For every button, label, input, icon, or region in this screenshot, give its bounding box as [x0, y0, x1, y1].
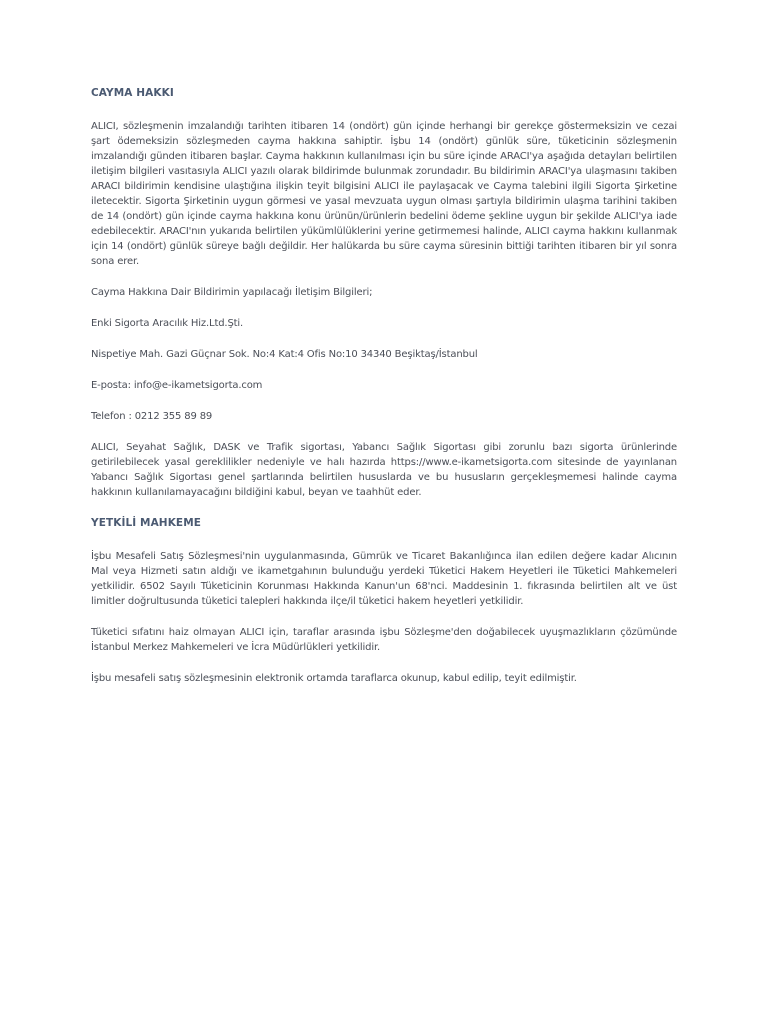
document-page: [91, 86, 677, 702]
email-text: E-posta: info@e-ikametsigorta.com: [91, 380, 263, 391]
section-heading-cayma-hakki: CAYMA HAKKI: [91, 87, 174, 99]
contact-intro-text: Cayma Hakkına Dair Bildirimin yapılacağı İletişim Bilgileri;: [91, 287, 373, 298]
section-heading-yetkili-mahkeme: YETKİLİ MAHKEME: [91, 517, 202, 529]
jurisdiction-paragraph-2: Tüketici sıfatını haiz olmayan ALICI için, taraflar arasında işbu Sözleşme'den doğabilecek uyuşmazlıkların çözümünde İstanbul Merkez Mahkemeleri ve İcra Müdürlükleri yetkilidir.: [91, 627, 677, 653]
company-name-text: Enki Sigorta Aracılık Hiz.Ltd.Şti.: [91, 318, 244, 329]
jurisdiction-paragraph-1: İşbu Mesafeli Satış Sözleşmesi'nin uygulanmasında, Gümrük ve Ticaret Bakanlığınca ilan edilen değere kadar Alıcının Mal veya Hizmeti satın aldığı ve ikametgahının bulunduğu yerdeki Tüketici Hakem Heyetleri ile Tüketici Mahkemeleri yetkilidir. 6502 Sayılı Tüketicinin Korunması Hakkında Kanun'un 68'nci. Maddesinin 1. fıkrasında belirtilen alt ve üst limitler doğrultusunda tüketici talepleri hakkında ilçe/il tüketici hakem heyetleri yetkilidir.: [91, 551, 677, 607]
phone-text: Telefon : 0212 355 89 89: [91, 411, 213, 422]
exception-paragraph: ALICI, Seyahat Sağlık, DASK ve Trafik sigortası, Yabancı Sağlık Sigortası gibi zorunlu bazı sigorta ürünlerinde getirilebilecek yasal gereklilikler nedeniyle ve halı hazırda https://www.e-ikametsigorta.com sitesinde de yayınlanan Yabancı Sağlık Sigortası genel şartlarında belirtilen hususlarda ve bu hususların gerçekleşmemesi halinde cayma hakkının kullanılamayacağını bildiğini kabul, beyan ve taahhüt eder.: [91, 442, 677, 498]
cayma-hakki-paragraph: ALICI, sözleşmenin imzalandığı tarihten itibaren 14 (ondört) gün içinde herhangi bir gerekçe göstermeksizin ve cezai şart ödemeksizin sözleşmeden cayma hakkına sahiptir. İşbu 14 (ondört) günlük süre, tüketicinin sözleşmenin imzalandığı günden itibaren başlar. Cayma hakkının kullanılması için bu süre içinde ARACI'ya aşağıda detayları belirtilen iletişim bilgileri vasıtasıyla ALICI yazılı olarak bildirimde bulunmak zorundadır. Bu bildirimin ARACI'ya ulaşmasını takiben ARACI bildirimin kendisine ulaştığına ilişkin teyit bilgisini ALICI ile paylaşacak ve Cayma talebini ilgili Sigorta Şirketine iletecektir. Sigorta Şirketinin uygun görmesi ve yasal mevzuata uygun olması şartıyla bildirimin ulaşma tarihini takiben de 14 (ondört) gün içinde cayma hakkına konu ürünün/ürünlerin bedelini ödeme şekline uygun bir şekilde ALICI'ya iade edebilecektir. ARACI'nın yukarıda belirtilen yükümlülüklerini yerine getirmemesi halinde, ALICI cayma hakkını kullanmak için 14 (ondört) günlük süreye bağlı değildir. Her halükarda bu süre cayma süresinin bittiği tarihten itibaren bir yıl sonra sona erer.: [91, 121, 677, 267]
jurisdiction-paragraph-3: İşbu mesafeli satış sözleşmesinin elektronik ortamda taraflarca okunup, kabul edilip, teyit edilmiştir.: [91, 673, 577, 684]
address-text: Nispetiye Mah. Gazi Güçnar Sok. No:4 Kat:4 Ofis No:10 34340 Beşiktaş/İstanbul: [91, 349, 478, 360]
